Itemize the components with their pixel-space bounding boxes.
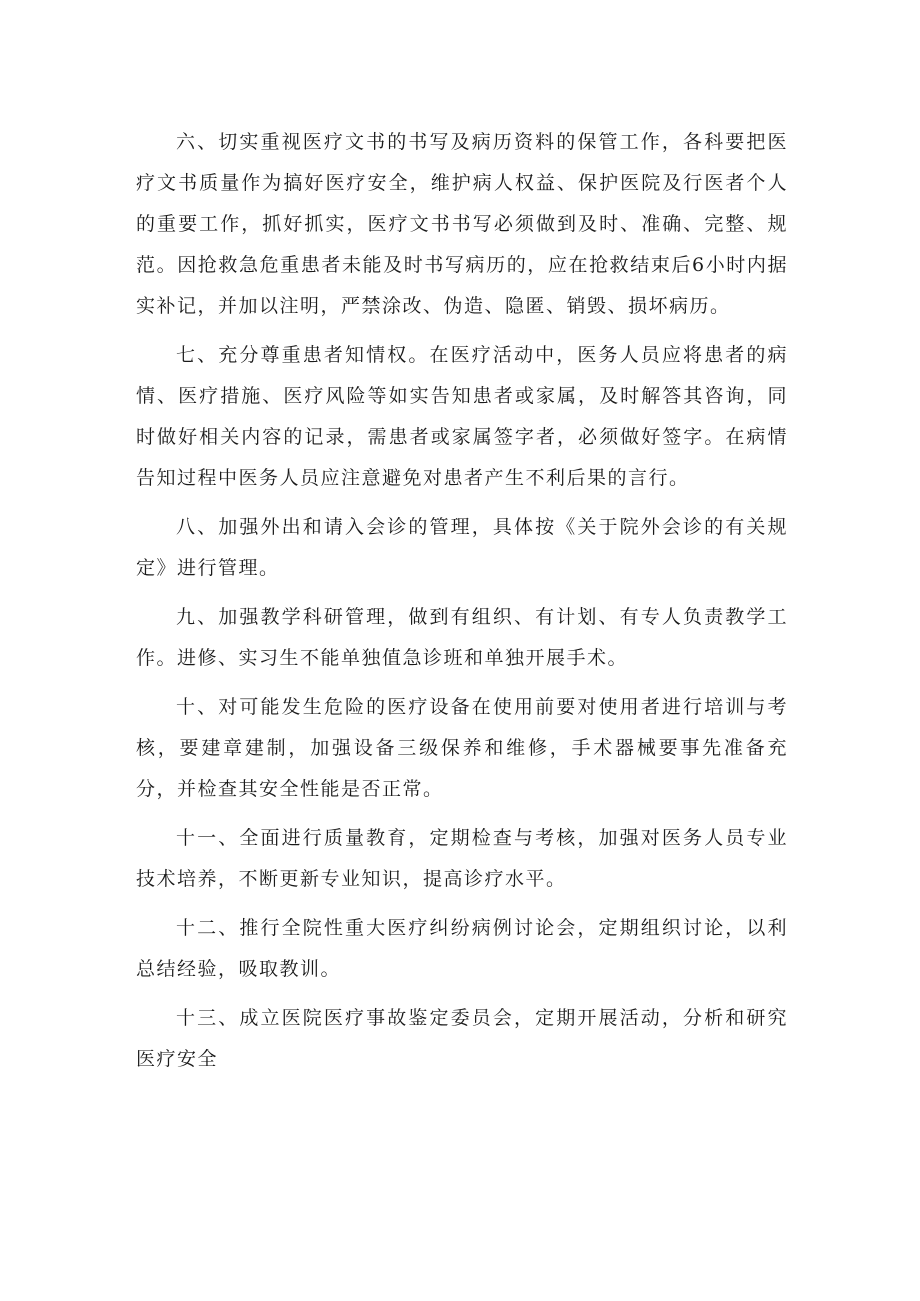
paragraph-seven: 七、充分尊重患者知情权。在医疗活动中，医务人员应将患者的病情、医疗措施、医疗风险等如实告知患者或家属，及时解答其咨询，同时做好相关内容的记录，需患者或家属签字者，必须做好签字。在病情告知过程中医务人员应注意避免对患者产生不利后果的言行。	[136, 344, 788, 489]
paragraph-nine: 九、加强教学科研管理，做到有组织、有计划、有专人负责教学工作。进修、实习生不能单独值急诊班和单独开展手术。	[136, 606, 788, 669]
document-body	[136, 122, 788, 1088]
paragraph-twelve: 十二、推行全院性重大医疗纠纷病例讨论会，定期组织讨论，以利总结经验，吸取教训。	[136, 917, 788, 980]
paragraph-thirteen: 十三、成立医院医疗事故鉴定委员会，定期开展活动，分析和研究医疗安全	[136, 1007, 788, 1070]
paragraph-eleven: 十一、全面进行质量教育，定期检查与考核，加强对医务人员专业技术培养，不断更新专业知识，提高诊疗水平。	[136, 827, 788, 890]
paragraph-ten: 十、对可能发生危险的医疗设备在使用前要对使用者进行培训与考核，要建章建制，加强设备三级保养和维修，手术器械要事先准备充分，并检查其安全性能是否正常。	[136, 696, 788, 800]
paragraph-six: 六、切实重视医疗文书的书写及病历资料的保管工作，各科要把医疗文书质量作为搞好医疗安全，维护病人权益、保护医院及行医者个人的重要工作，抓好抓实，医疗文书书写必须做到及时、准确、完整、规范。因抢救急危重患者未能及时书写病历的，应在抢救结束后6小时内据实补记，并加以注明，严禁涂改、伪造、隐匿、销毁、损坏病历。	[136, 131, 788, 317]
paragraph-eight: 八、加强外出和请入会诊的管理，具体按《关于院外会诊的有关规定》进行管理。	[136, 516, 788, 579]
